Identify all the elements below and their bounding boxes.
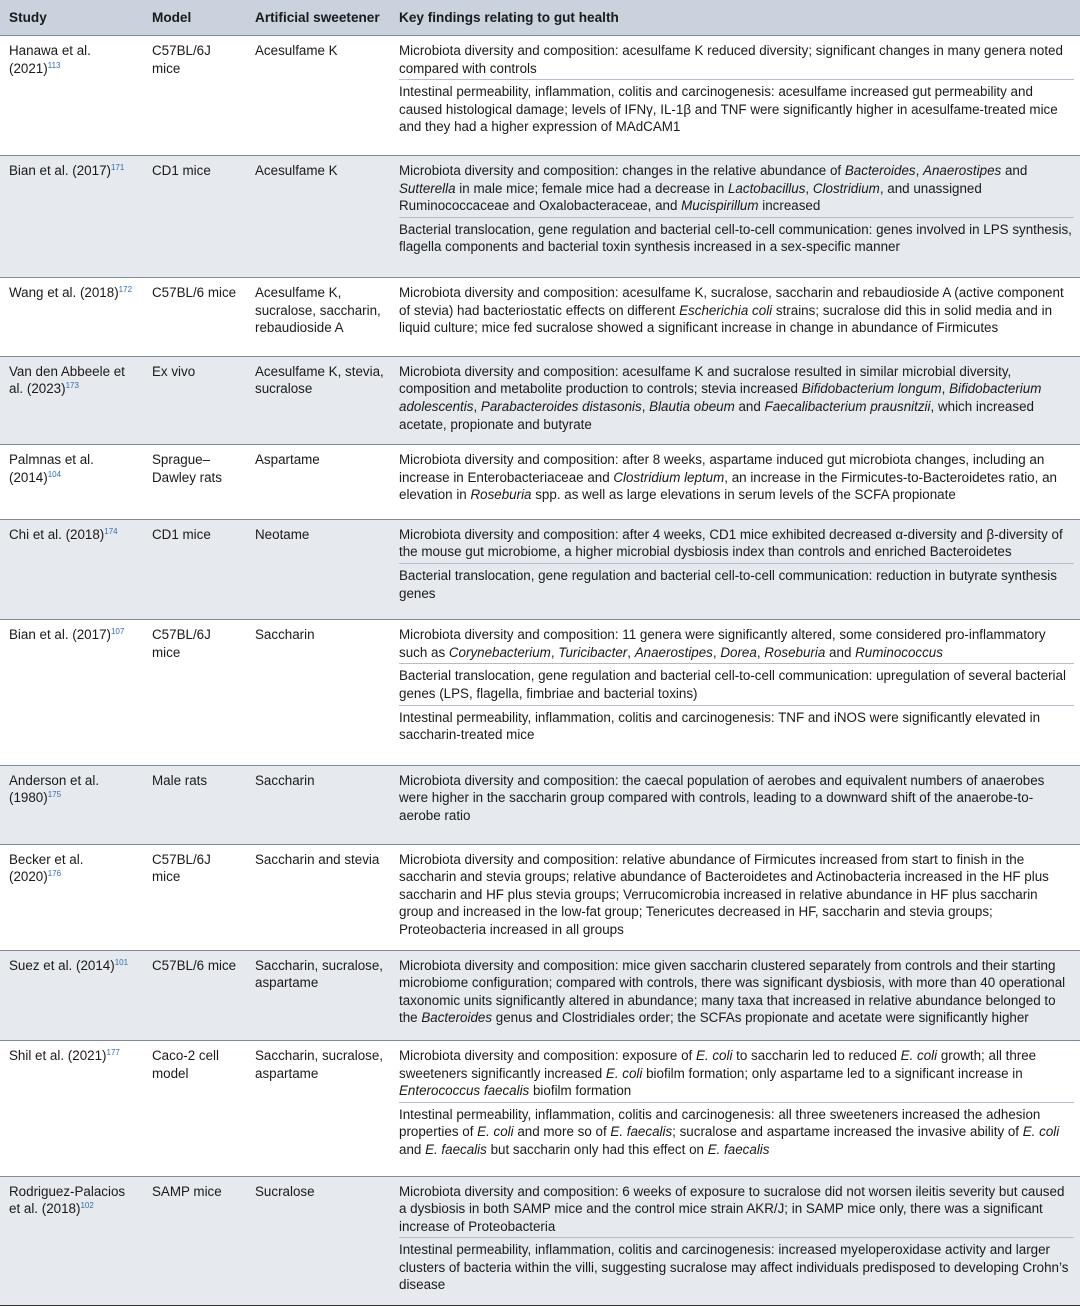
finding-item: Intestinal permeability, inflammation, colitis and carcinogenesis: increased myeloperoxidase activity and larger clusters of bacteria within the villi, suggesting sucralose may affect individuals predisposed to developing Crohn’s disease: [399, 1237, 1074, 1296]
finding-item: Microbiota diversity and composition: acesulfame K, sucralose, saccharin and rebaudioside A (active component of stevia) had bacteriostatic effects on different Escherichia coli strains; sucralose did this in solid media and in liquid culture; mice fed sucralose showed a significant increase in change in abundance of Firmicutes: [399, 284, 1064, 336]
sweetener-cell: Acesulfame K: [246, 155, 399, 277]
findings-cell: [399, 519, 1080, 619]
sweetener-cell: Acesulfame K, sucralose, saccharin, rebaudioside A: [255, 284, 381, 336]
reference-link[interactable]: 102: [80, 1201, 94, 1211]
study-cell: [0, 519, 143, 619]
study-name: Anderson et al. (1980): [9, 772, 100, 806]
findings-cell: [399, 36, 1080, 156]
study-name: Bian et al. (2017): [9, 627, 111, 643]
header-row: [0, 0, 1080, 36]
model-cell: Caco-2 cell model: [152, 1047, 219, 1081]
findings-cell: [399, 277, 1080, 356]
findings-cell: [399, 765, 1080, 844]
study-cell: [0, 277, 143, 356]
model-cell: CD1 mice: [143, 155, 246, 277]
sweetener-cell: Sucralose: [246, 1176, 399, 1306]
study-name: Becker et al. (2020): [9, 851, 84, 885]
header-study: Study: [0, 0, 143, 36]
table-body: [0, 36, 1080, 1306]
finding-item: Microbiota diversity and composition: relative abundance of Firmicutes increased from start to finish in the saccharin and stevia groups; relative abundance of Bacteroidetes and Actinobacteria increased in the HF plus saccharin and HF plus stevia groups; Verrucomicrobia increased in relative abundance in HF plus saccharin group and increased in the low-fat group; Tenericutes decreased in HF, saccharin and stevia groups; Proteobacteria increased in all groups: [399, 851, 1049, 937]
finding-item: Microbiota diversity and composition: exposure of E. coli to saccharin led to reduced E. coli growth; all three sweeteners significantly increased E. coli biofilm formation; only aspartame led to a significant increase in Enterococcus faecalis biofilm formation: [399, 1047, 1037, 1099]
reference-link[interactable]: 107: [110, 627, 125, 637]
study-cell: [0, 844, 143, 950]
table-row: [0, 445, 1080, 520]
model-cell: C57BL/6J mice: [152, 627, 211, 660]
reference-link[interactable]: 171: [110, 162, 125, 172]
header-findings: Key findings relating to gut health: [399, 0, 1080, 36]
finding-item: Microbiota diversity and composition: acesulfame K and sucralose resulted in similar microbial diversity, composition and metabolite production to controls; stevia increased Bifidobacterium longum, Bifidobacterium adolescentis, Parabacteroides distasonis, Blautia obeum and Faecalibacterium prausnitzii, which increased acetate, propionate and butyrate: [399, 363, 1042, 432]
study-name: Wang et al. (2018): [9, 284, 119, 300]
finding-item: Microbiota diversity and composition: 11 genera were significantly altered, some considered pro-inflammatory such as Corynebacterium, Turicibacter, Anaerostipes, Dorea, Roseburia and Ruminococcus: [399, 627, 1046, 660]
finding-item: Bacterial translocation, gene regulation and bacterial cell-to-cell communication: genes involved in LPS synthesis, flagella components and bacterial toxin synthesis increased in a sex-specific manner: [399, 217, 1074, 258]
findings-cell: [399, 356, 1080, 444]
table-row: [0, 1176, 1080, 1306]
table-row: [0, 36, 1080, 156]
study-name: Chi et al. (2018): [9, 526, 105, 542]
findings-cell: [399, 445, 1080, 520]
reference-link[interactable]: 175: [47, 790, 62, 800]
table-row: [0, 356, 1080, 444]
finding-item: Microbiota diversity and composition: acesulfame K reduced diversity; significant changes in many genera noted compared with controls: [399, 43, 1063, 76]
study-name: Van den Abbeele et al. (2023): [9, 363, 125, 397]
study-cell: [0, 356, 143, 444]
finding-item: Intestinal permeability, inflammation, colitis and carcinogenesis: all three sweeteners increased the adhesion properties of E. coli and more so of E. faecalis; sucralose and aspartame increased the invasive ability of E. coli and E. faecalis but saccharin only had this effect on E. faecalis: [399, 1102, 1074, 1161]
model-cell: Ex vivo: [143, 356, 246, 444]
model-cell: C57BL/6J mice: [152, 43, 211, 76]
finding-item: Bacterial translocation, gene regulation and bacterial cell-to-cell communication: reduction in butyrate synthesis genes: [399, 563, 1074, 604]
study-cell: [0, 765, 143, 844]
header-sweetener: Artificial sweetener: [246, 0, 399, 36]
finding-item: Intestinal permeability, inflammation, colitis and carcinogenesis: acesulfame increased gut permeability and caused histological damage; levels of IFNγ, IL-1β and TNF were significantly higher in acesulfame-treated mice and they had a higher expression of MAdCAM1: [399, 79, 1074, 138]
study-name: Shil et al. (2021): [9, 1047, 107, 1063]
study-name: Palmnas et al. (2014): [9, 452, 94, 485]
sweetener-cell: Aspartame: [255, 452, 320, 468]
reference-link[interactable]: 113: [47, 60, 61, 70]
study-name: Suez et al. (2014): [9, 957, 115, 973]
study-cell: [0, 36, 143, 156]
model-cell: SAMP mice: [143, 1176, 246, 1306]
reference-link[interactable]: 101: [114, 957, 129, 967]
findings-cell: [399, 620, 1080, 766]
sweetener-cell: Saccharin: [255, 627, 315, 643]
sweetener-cell: Neotame: [246, 519, 399, 619]
finding-item: Bacterial translocation, gene regulation and bacterial cell-to-cell communication: upregulation of several bacterial genes (LPS, flagella, fimbriae and bacterial toxins): [399, 663, 1074, 704]
study-cell: [0, 1040, 143, 1176]
findings-cell: [399, 1040, 1080, 1176]
table-row: [0, 765, 1080, 844]
finding-item: Intestinal permeability, inflammation, colitis and carcinogenesis: TNF and iNOS were significantly elevated in saccharin-treated mice: [399, 705, 1074, 746]
header-model: Model: [143, 0, 246, 36]
study-cell: [0, 155, 143, 277]
table-row: [0, 620, 1080, 766]
sweetener-cell: Saccharin and stevia: [255, 851, 380, 867]
model-cell: C57BL/6 mice: [143, 950, 246, 1040]
sweetener-cell: Saccharin, sucralose, aspartame: [255, 1047, 384, 1081]
table-row: [0, 844, 1080, 950]
findings-cell: [399, 155, 1080, 277]
model-cell: C57BL/6 mice: [152, 284, 237, 300]
finding-item: Microbiota diversity and composition: after 4 weeks, CD1 mice exhibited decreased α-diversity and β-diversity of the mouse gut microbiome, a higher microbial dysbiosis index than controls and enriched Bacteroidetes: [399, 526, 1063, 560]
model-cell: CD1 mice: [143, 519, 246, 619]
table-row: [0, 950, 1080, 1040]
findings-cell: [399, 844, 1080, 950]
table-row: [0, 155, 1080, 277]
table-row: [0, 277, 1080, 356]
study-name: Rodriguez-Palacios et al. (2018): [9, 1183, 126, 1217]
study-name: Bian et al. (2017): [9, 162, 111, 178]
study-cell: [0, 1176, 143, 1306]
reference-link[interactable]: 177: [106, 1047, 120, 1057]
finding-item: Microbiota diversity and composition: changes in the relative abundance of Bacteroides, Anaerostipes and Sutterella in male mice; female mice had a decrease in Lactobacillus, Clostridium, and unassigned Ruminococcaceae and Oxalobacteraceae, and Mucispirillum increased: [399, 162, 1028, 214]
finding-item: Microbiota diversity and composition: after 8 weeks, aspartame induced gut microbiota changes, including an increase in Enterobacteriaceae and Clostridium leptum, an increase in the Firmicutes-to-Bacteroidetes ratio, an elevation in Roseburia spp. as well as large elevations in serum levels of the SCFA propionate: [399, 452, 1057, 503]
table-row: [0, 519, 1080, 619]
finding-item: Microbiota diversity and composition: 6 weeks of exposure to sucralose did not worsen ileitis severity but caused a dysbiosis in both SAMP mice and the control mice strain AKR/J; in SAMP mice only, there was a significant increase of Proteobacteria: [399, 1183, 1065, 1234]
sweetener-cell: Saccharin, sucralose, aspartame: [246, 950, 399, 1040]
study-name: Hanawa et al. (2021): [9, 43, 91, 76]
sweetener-cell: Saccharin: [246, 765, 399, 844]
reference-link[interactable]: 174: [104, 526, 118, 536]
finding-item: Microbiota diversity and composition: the caecal population of aerobes and equivalent numbers of anaerobes were higher in the saccharin group compared with controls, leading to a downward shift of the anaerobe-to-aerobe ratio: [399, 772, 1045, 823]
findings-cell: [399, 950, 1080, 1040]
model-cell: Male rats: [143, 765, 246, 844]
sweetener-cell: Acesulfame K: [255, 43, 338, 58]
table-row: [0, 1040, 1080, 1176]
study-cell: [0, 620, 143, 766]
reference-link[interactable]: 176: [47, 869, 62, 879]
model-cell: C57BL/6J mice: [152, 851, 211, 885]
reference-link[interactable]: 104: [47, 469, 62, 479]
reference-link[interactable]: 173: [65, 381, 79, 391]
sweetener-cell: Acesulfame K, stevia, sucralose: [246, 356, 399, 444]
study-cell: [0, 950, 143, 1040]
reference-link[interactable]: 172: [118, 284, 133, 294]
model-cell: Sprague–Dawley rats: [152, 452, 222, 485]
findings-cell: [399, 1176, 1080, 1306]
study-cell: [0, 445, 143, 520]
finding-item: Microbiota diversity and composition: mice given saccharin clustered separately from controls and their starting microbiome configuration; compared with controls, there was significant dysbiosis, with more than 40 operational taxonomic units significantly altered in abundance; many taxa that increased in relative abundance belonged to the Bacteroides genus and Clostridiales order; the SCFAs propionate and acetate were significantly higher: [399, 957, 1066, 1026]
